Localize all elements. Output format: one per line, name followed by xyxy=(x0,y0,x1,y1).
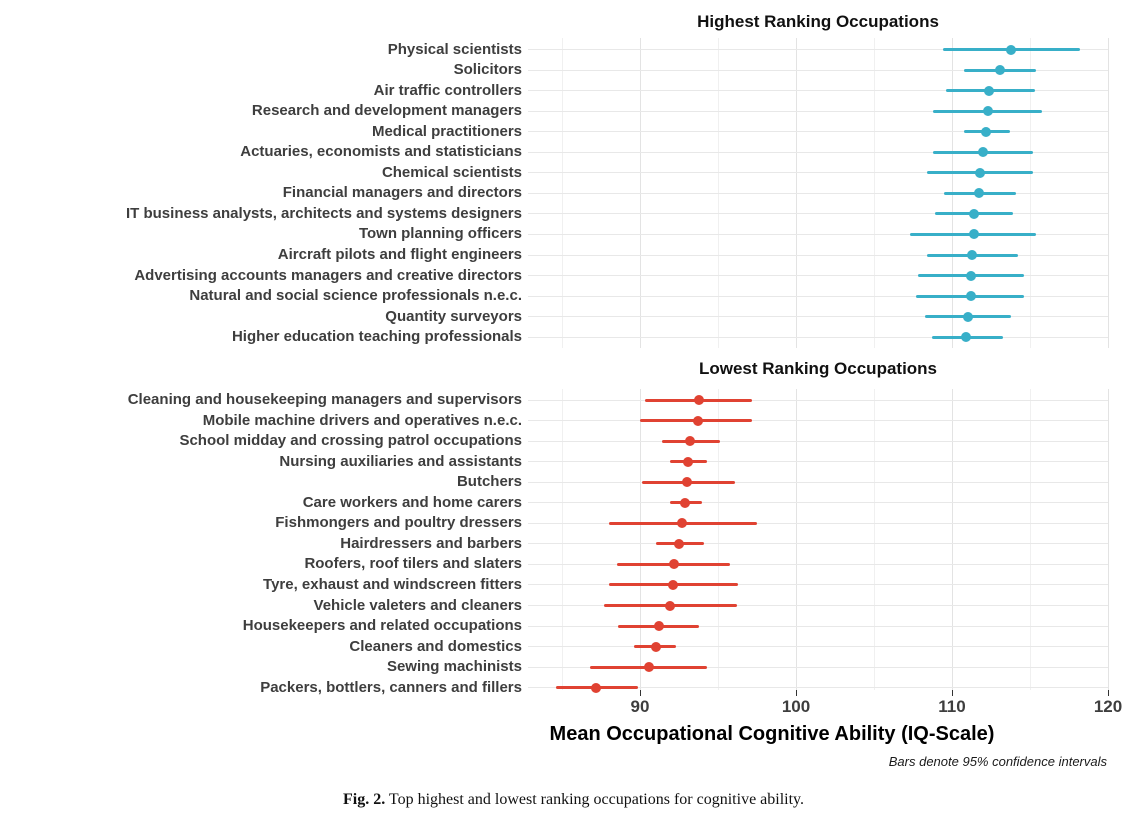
row-label: Vehicle valeters and cleaners xyxy=(313,596,522,614)
mean-dot xyxy=(677,518,687,528)
mean-dot xyxy=(961,332,971,342)
major-gridline xyxy=(796,389,797,690)
confidence-interval-footnote: Bars denote 95% confidence intervals xyxy=(888,754,1107,769)
figure-caption xyxy=(0,791,1147,809)
mean-dot xyxy=(668,580,678,590)
x-axis-tick-mark xyxy=(796,690,797,696)
mean-dot xyxy=(694,395,704,405)
row-label: Physical scientists xyxy=(387,40,522,58)
mean-dot xyxy=(974,188,984,198)
minor-gridline xyxy=(562,389,563,690)
major-gridline xyxy=(1108,38,1109,348)
row-label: Higher education teaching professionals xyxy=(231,328,522,346)
row-gridline xyxy=(528,543,1108,544)
mean-dot xyxy=(654,621,664,631)
row-label: Packers, bottlers, canners and fillers xyxy=(260,678,522,696)
row-label: Natural and social science professionals n.e.c. xyxy=(189,287,522,305)
x-axis-tick-mark xyxy=(640,690,641,696)
row-gridline xyxy=(528,193,1108,194)
row-label: IT business analysts, architects and systems designers xyxy=(125,204,522,222)
row-label: Chemical scientists xyxy=(381,163,522,181)
row-label: Roofers, roof tilers and slaters xyxy=(304,555,522,573)
mean-dot xyxy=(1006,45,1016,55)
row-label: Research and development managers xyxy=(251,102,522,120)
x-axis-tick-label: 110 xyxy=(938,697,966,716)
row-gridline xyxy=(528,255,1108,256)
row-label: Nursing auxiliaries and assistants xyxy=(279,452,522,470)
mean-dot xyxy=(693,416,703,426)
row-gridline xyxy=(528,564,1108,565)
row-label: Solicitors xyxy=(453,61,522,79)
mean-dot xyxy=(674,539,684,549)
mean-dot xyxy=(966,291,976,301)
row-gridline xyxy=(528,337,1108,338)
row-label: Mobile machine drivers and operatives n.e.c. xyxy=(202,411,522,429)
mean-dot xyxy=(685,436,695,446)
row-gridline xyxy=(528,482,1108,483)
row-label: Actuaries, economists and statisticians xyxy=(240,143,522,161)
mean-dot xyxy=(683,457,693,467)
x-axis-tick-label: 100 xyxy=(781,697,811,716)
mean-dot xyxy=(983,106,993,116)
row-gridline xyxy=(528,626,1108,627)
x-axis-tick-mark xyxy=(952,690,953,696)
mean-dot xyxy=(978,147,988,157)
x-axis-tick-mark xyxy=(1108,690,1109,696)
row-label: Advertising accounts managers and creative directors xyxy=(134,266,522,284)
row-label: Housekeepers and related occupations xyxy=(242,617,522,635)
mean-dot xyxy=(967,250,977,260)
row-gridline xyxy=(528,441,1108,442)
mean-dot xyxy=(644,662,654,672)
row-gridline xyxy=(528,316,1108,317)
row-label: Care workers and home carers xyxy=(302,493,522,511)
mean-dot xyxy=(966,271,976,281)
row-gridline xyxy=(528,400,1108,401)
row-label: Aircraft pilots and flight engineers xyxy=(277,246,522,263)
row-gridline xyxy=(528,131,1108,132)
major-gridline xyxy=(952,389,953,690)
mean-dot xyxy=(969,209,979,219)
mean-dot xyxy=(975,168,985,178)
mean-dot xyxy=(981,127,991,137)
row-label: Cleaners and domestics xyxy=(349,637,522,655)
mean-dot xyxy=(682,477,692,487)
row-label: Tyre, exhaust and windscreen fitters xyxy=(263,575,522,593)
row-label: Butchers xyxy=(456,473,522,491)
row-label: Sewing machinists xyxy=(386,658,522,676)
minor-gridline xyxy=(718,389,719,690)
panel-title-highest: Highest Ranking Occupations xyxy=(697,12,939,31)
row-gridline xyxy=(528,213,1108,214)
row-label: Air traffic controllers xyxy=(373,81,522,99)
row-label: Medical practitioners xyxy=(371,122,522,140)
mean-dot xyxy=(669,559,679,569)
mean-dot xyxy=(963,312,973,322)
figure-caption-prefix: Fig. 2. xyxy=(342,791,386,808)
row-gridline xyxy=(528,502,1108,503)
mean-dot xyxy=(680,498,690,508)
x-axis-title: Mean Occupational Cognitive Ability (IQ-Scale) xyxy=(549,723,995,745)
major-gridline xyxy=(1108,389,1109,690)
row-label: Financial managers and directors xyxy=(282,184,522,202)
mean-dot xyxy=(665,601,675,611)
panel-title-lowest: Lowest Ranking Occupations xyxy=(698,359,938,378)
figure-caption-text: Top highest and lowest ranking occupations for cognitive ability. xyxy=(388,791,805,808)
row-label: Cleaning and housekeeping managers and supervisors xyxy=(127,391,522,408)
minor-gridline xyxy=(1030,389,1031,690)
mean-dot xyxy=(969,229,979,239)
x-axis-tick-label: 90 xyxy=(630,697,650,716)
row-gridline xyxy=(528,461,1108,462)
x-axis-tick-label: 120 xyxy=(1093,697,1123,716)
mean-dot xyxy=(984,86,994,96)
mean-dot xyxy=(591,683,601,693)
row-label: School midday and crossing patrol occupations xyxy=(179,432,522,450)
row-gridline xyxy=(528,420,1108,421)
minor-gridline xyxy=(874,389,875,690)
row-gridline xyxy=(528,646,1108,647)
mean-dot xyxy=(995,65,1005,75)
row-label: Quantity surveyors xyxy=(385,307,522,325)
row-label: Town planning officers xyxy=(358,225,522,243)
mean-dot xyxy=(651,642,661,652)
row-label: Fishmongers and poultry dressers xyxy=(275,514,522,532)
row-label: Hairdressers and barbers xyxy=(340,534,522,552)
